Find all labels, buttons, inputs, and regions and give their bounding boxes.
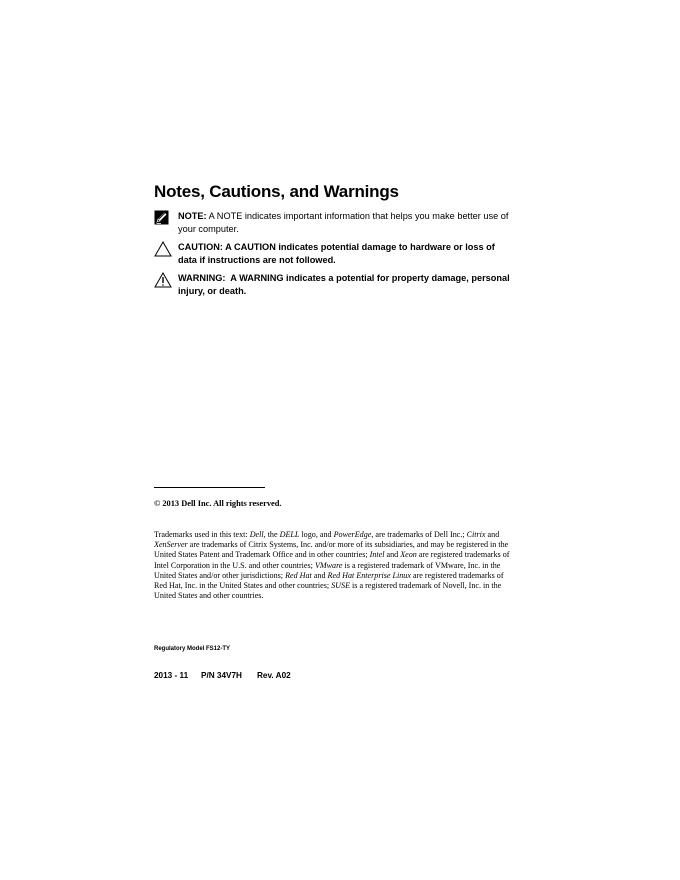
trademark-name: DELL	[279, 530, 300, 539]
trademarks-paragraph	[154, 530, 510, 601]
caution-notice	[154, 241, 514, 266]
note-notice	[154, 210, 514, 235]
pencil-note-icon	[154, 210, 172, 228]
trademark-text: and	[311, 570, 328, 580]
revision: Rev. A02	[257, 671, 291, 680]
page-title: Notes, Cautions, and Warnings	[154, 182, 399, 201]
regulatory-model: Regulatory Model FS12-TY	[154, 646, 231, 652]
trademark-name: PowerEdge,	[333, 530, 374, 539]
trademark-text: are registered trademarks of Red Hat, Inc. in the United States and other countries;	[154, 570, 504, 591]
trademark-name: XenServer	[154, 540, 188, 550]
part-number: P/N 34V7H	[201, 671, 242, 680]
trademark-text: Trademarks used in this text:	[154, 530, 250, 539]
trademark-name: Citrix	[466, 530, 486, 539]
caution-text: A CAUTION indicates potential damage to hardware or loss of data if instructions are not followed.	[178, 242, 495, 265]
warning-triangle-icon	[154, 272, 172, 290]
trademark-name: Red Hat	[285, 570, 312, 580]
copyright-notice: © 2013 Dell Inc. All rights reserved.	[154, 499, 282, 508]
part-info-line	[154, 671, 291, 680]
publication-date: 2013 - 11	[154, 671, 189, 680]
trademark-text: logo, and	[299, 530, 334, 539]
trademark-text: are trademarks of Dell Inc.;	[373, 530, 467, 539]
trademark-text: , the	[263, 530, 280, 539]
trademark-name: Dell	[249, 530, 264, 539]
trademark-text: are registered trademarks of Intel Corporation in the U.S. and other countries;	[154, 550, 510, 570]
caution-label: CAUTION:	[178, 242, 223, 252]
footnote-divider	[154, 487, 265, 488]
trademark-text: is a registered trademark of VMware, Inc. in the United States and/or other jurisdictions;	[154, 560, 501, 580]
trademark-text: is a registered trademark of Novell, Inc. in the United States and other countries.	[154, 581, 502, 601]
trademark-name: VMware	[314, 560, 343, 570]
trademark-name: Xeon	[400, 550, 417, 560]
trademark-text: are trademarks of Citrix Systems, Inc. and/or more of its subsidiaries, and may be registered in the United States Patent and Trademark Office and in other countries;	[154, 540, 509, 560]
trademark-name: Intel	[369, 550, 385, 560]
trademark-text: and	[485, 530, 500, 539]
warning-label: WARNING:	[178, 273, 226, 283]
note-text: A NOTE indicates important information that helps you make better use of your computer.	[178, 211, 509, 234]
trademark-text: and	[384, 550, 401, 560]
caution-triangle-icon	[154, 241, 172, 259]
trademark-name: SUSE	[331, 581, 351, 591]
note-label: NOTE:	[178, 211, 207, 221]
trademark-name: Red Hat Enterprise Linux	[327, 570, 411, 580]
warning-text: A WARNING indicates a potential for property damage, personal injury, or death.	[178, 273, 513, 296]
warning-notice	[154, 272, 514, 297]
